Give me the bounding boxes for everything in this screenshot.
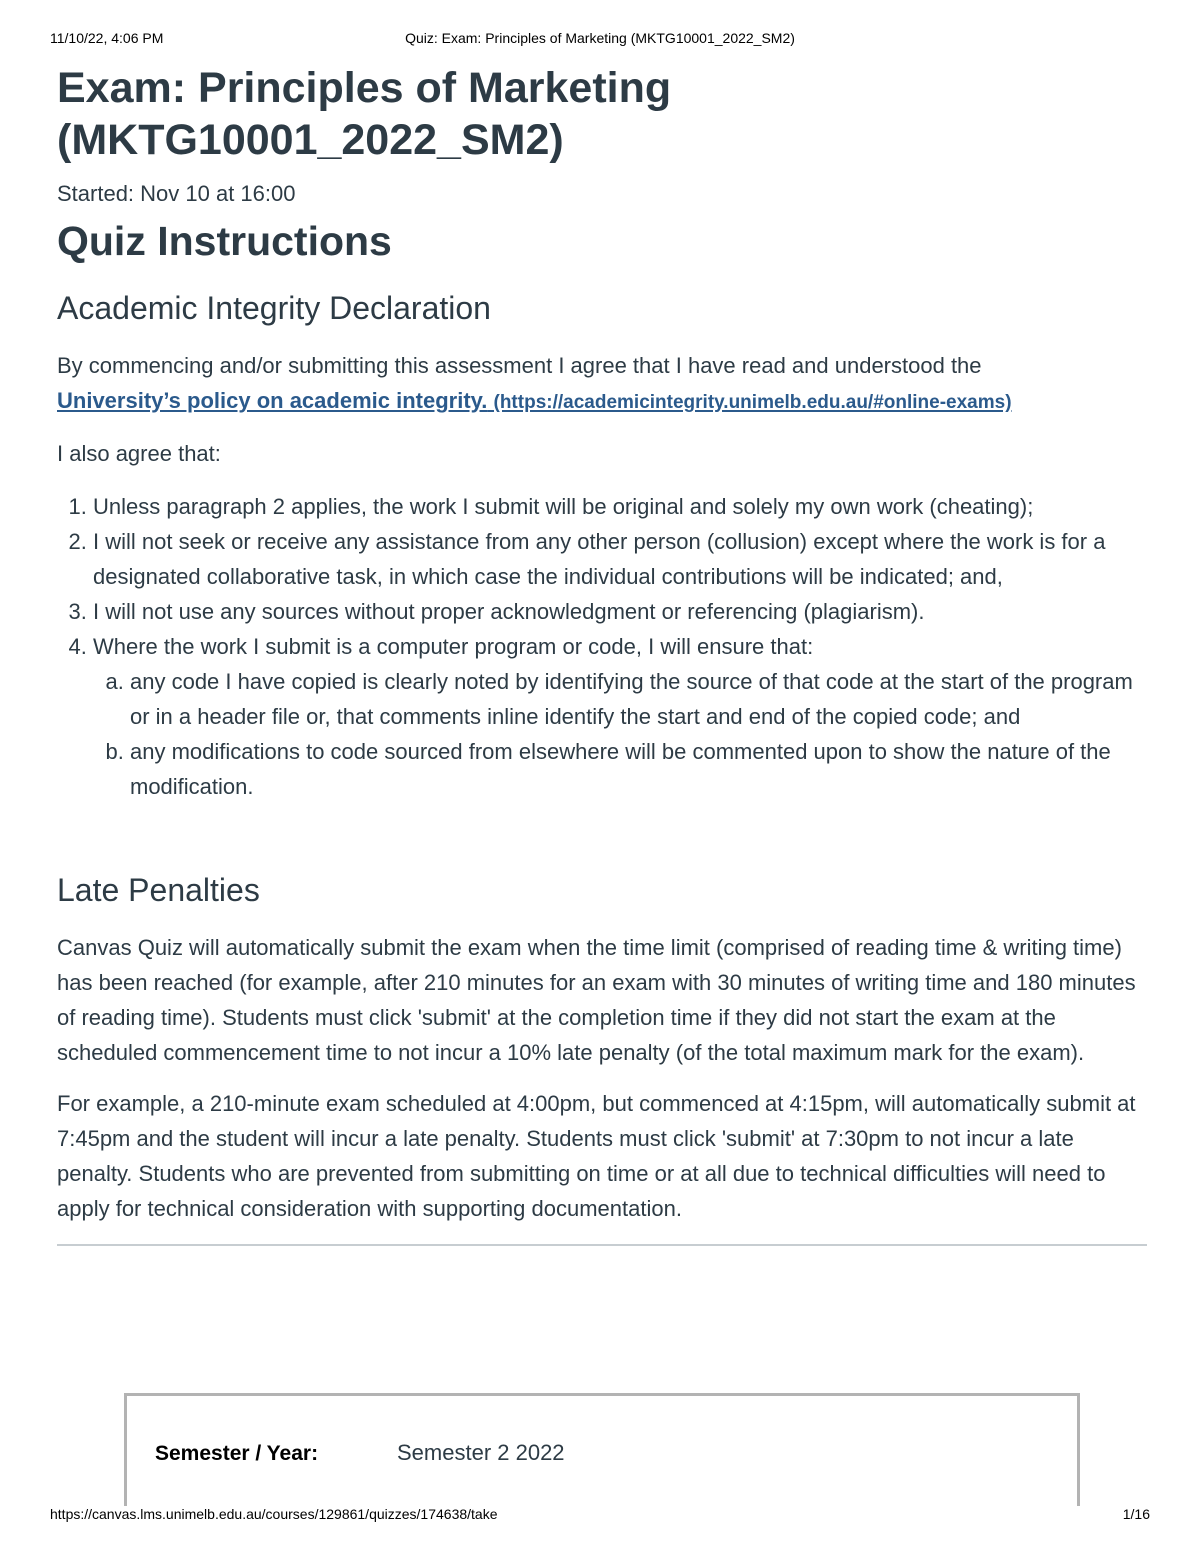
academic-integrity-heading: Academic Integrity Declaration: [57, 290, 491, 326]
exam-title: [57, 62, 1147, 166]
late-penalties-paragraph-2: For example, a 210-minute exam scheduled at 4:00pm, but commenced at 4:15pm, will automatically submit at 7:45pm and the student will incur a late penalty. Students must click 'submit' at 7:30pm to not incur a late penalty. Students who are prevented from submitting on time or at all due to technical difficulties will need to apply for technical consideration with supporting documentation.: [57, 1091, 1136, 1221]
exam-title-line2: (MKTG10001_2022_SM2): [57, 116, 564, 164]
semester-label: Semester / Year:: [155, 1442, 319, 1465]
page-number: 1/16: [1122, 1506, 1150, 1522]
code-sub-item: b. any modifications to code sourced from elsewhere will be commented upon to show the nature of the modification.: [130, 734, 1147, 804]
declaration-item-code: [93, 629, 1147, 804]
declaration-item: 1. Unless paragraph 2 applies, the work I submit will be original and solely my own work (cheating);: [93, 489, 1147, 524]
late-penalties-paragraph-1: Canvas Quiz will automatically submit the exam when the time limit (comprised of reading time & writing time) has been reached (for example, after 210 minutes for an exam with 30 minutes of writing time and 180 minutes of reading time). Students must click 'submit' at the completion time if they did not start the exam at the scheduled commencement time to not incur a 10% late penalty (of the total maximum mark for the exam).: [57, 935, 1136, 1065]
declaration-list: [57, 489, 1147, 804]
code-sub-list: [93, 664, 1147, 804]
late-penalties-heading: Late Penalties: [57, 872, 260, 908]
declaration-item-code-text: Where the work I submit is a computer program or code, I will ensure that:: [93, 634, 814, 659]
quiz-content: [57, 62, 1147, 1246]
exam-info-box: [124, 1393, 1080, 1506]
academic-integrity-intro: [57, 348, 1147, 420]
exam-title-line1: Exam: Principles of Marketing: [57, 64, 672, 112]
print-datetime: 11/10/22, 4:06 PM: [50, 30, 164, 46]
declaration-item: 3. I will not use any sources without proper acknowledgment or referencing (plagiarism).: [93, 594, 1147, 629]
agree-text: I also agree that:: [57, 441, 221, 466]
print-footer: [50, 1506, 1150, 1526]
declaration-item: 2. I will not seek or receive any assistance from any other person (collusion) except where the work is for a designated collaborative task, in which case the individual contributions will be indicated; and,: [93, 524, 1147, 594]
policy-link-text: University’s policy on academic integrity.: [57, 388, 488, 413]
quiz-instructions-heading: Quiz Instructions: [57, 218, 392, 264]
intro-text: By commencing and/or submitting this assessment I agree that I have read and understood the: [57, 353, 982, 378]
semester-value: Semester 2 2022: [397, 1440, 565, 1465]
started-timestamp: Started: Nov 10 at 16:00: [57, 181, 296, 206]
print-url: https://canvas.lms.unimelb.edu.au/courses/129861/quizzes/174638/take: [50, 1506, 498, 1522]
semester-row: [155, 1440, 565, 1466]
print-header: [50, 30, 1150, 50]
section-divider: [57, 1244, 1147, 1246]
academic-integrity-policy-link[interactable]: [57, 388, 1012, 413]
policy-link-url: (https://academicintegrity.unimelb.edu.au/#online-exams): [493, 392, 1012, 413]
print-document-title: Quiz: Exam: Principles of Marketing (MKTG10001_2022_SM2): [405, 30, 795, 46]
code-sub-item: a. any code I have copied is clearly noted by identifying the source of that code at the start of the program or in a header file or, that comments inline identify the start and end of the copied code; and: [130, 664, 1147, 734]
